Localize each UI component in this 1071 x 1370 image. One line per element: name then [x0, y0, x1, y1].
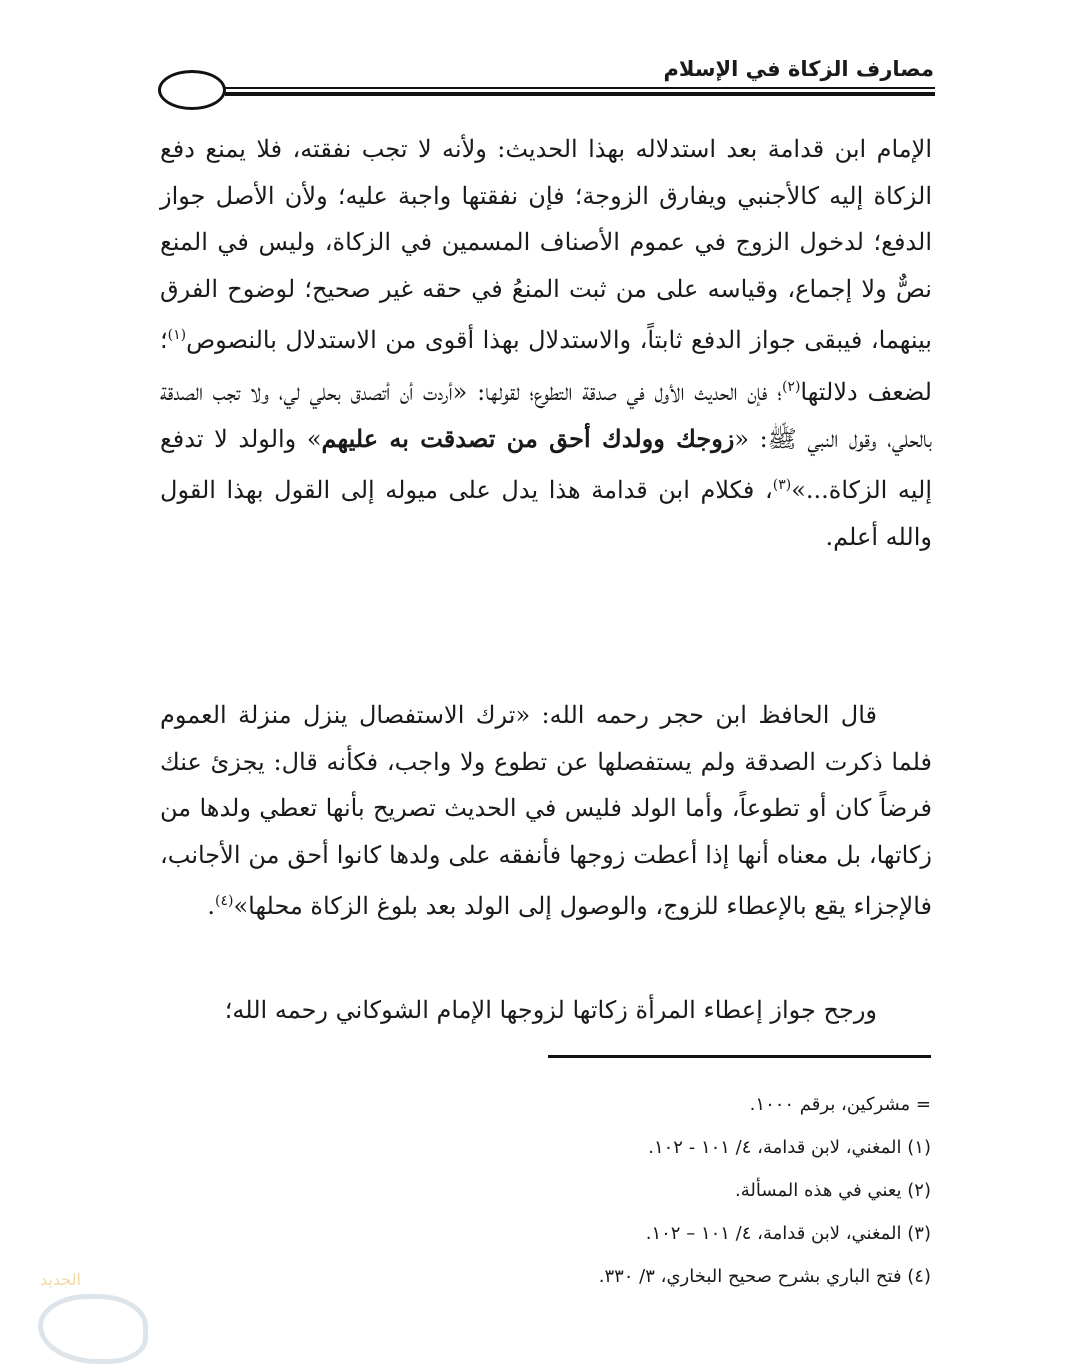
- paragraph-1-text-a: الإمام ابن قدامة بعد استدلاله بهذا الحديث: ولأنه لا تجب نفقته، فلا يمنع دفع الزكاة إليه كالأجنبي ويفارق الزوجة؛ فإن نفقتها واجبة عليه؛ ولأن الأصل جواز الدفع؛ لدخول الزوج في عموم الأصناف المسمين في الزكاة، وليس في المنع نصٌّ ولا إجماع، وقياسه على من ثبت المنعُ في حقه غير صحيح؛ لوضوح الفرق بينهما، فيبقى جواز الدفع ثابتاً، والاستدلال بهذا أقوى من الاستدلال بالنصوص: [160, 135, 932, 355]
- paragraph-2-text: قال الحافظ ابن حجر رحمه الله: «ترك الاستفصال ينزل منزلة العموم فلما ذكرت الصدقة ولم يستفصلها عن تطوع ولا واجب، فكأنه قال: يجزئ عنك فرضاً كان أو تطوعاً، وأما الولد فليس في الحديث تصريح بأنها تعطي ولدها من زكاتها، بل معناه أنها إذا أعطت زوجها فأنفقه على ولدها كانوا أحق من الأجانب، فالإجزاء يقع بالإعطاء للزوج، والوصول إلى الولد بعد بلوغ الزكاة محلها»: [160, 701, 932, 921]
- paragraph-1-text-c: ؛ فإن الحديث الأول في صدقة التطوع؛ لقولها: «أردت أن أتصدق بحلي لي، ولا تجب الصدقة بالحلي، وقول النبي ﷺ: «: [160, 377, 932, 453]
- footnote-ref-3: (٣): [772, 477, 792, 494]
- watermark-logo: [30, 1270, 160, 1370]
- paragraph-3-text: ورجح جواز إعطاء المرأة زكاتها لزوجها الإمام الشوكاني رحمه الله؛: [224, 996, 877, 1024]
- footnote-3: (٣) المغني، لابن قدامة، ٤/ ١٠١ – ١٠٢.: [645, 1223, 931, 1244]
- paragraph-2-end: .: [207, 892, 215, 921]
- paragraph-1: [160, 126, 932, 560]
- running-header-title: مصارف الزكاة في الإسلام: [663, 57, 934, 81]
- header-rule-thick: [225, 92, 935, 96]
- paragraph-3: [160, 987, 932, 1034]
- paragraph-2: [160, 692, 932, 930]
- footnote-4: (٤) فتح الباري بشرح صحيح البخاري، ٣/ ٣٣٠.: [598, 1266, 931, 1287]
- footnote-ref-2: (٢): [781, 378, 801, 395]
- footnote-2: (٢) يعني في هذه المسألة.: [734, 1180, 931, 1201]
- paragraph-1-text-e: ، فكلام ابن قدامة هذا يدل على ميوله إلى القول بهذا القول والله أعلم.: [160, 476, 932, 551]
- footnote-separator: [548, 1055, 931, 1058]
- hadith-quote-bold: زوجك وولدك أحق من تصدقت به عليهم: [321, 423, 735, 453]
- footnote-continuation: = مشركين، برقم ١٠٠٠.: [749, 1094, 931, 1115]
- footnote-1: (١) المغني، لابن قدامة، ٤/ ١٠١ - ١٠٢.: [648, 1137, 931, 1158]
- header-rule-thin: [225, 87, 935, 89]
- paragraph-1-text-d: » والولد لا تدفع إليه الزكاة...»: [160, 424, 933, 505]
- footnote-ref-4: (٤): [214, 893, 234, 910]
- page-number-oval: [158, 70, 226, 110]
- footnote-ref-1: (١): [167, 327, 187, 344]
- footnotes: [599, 1090, 931, 1305]
- watermark-swirl-icon: [38, 1294, 148, 1364]
- watermark-text: الجديد: [40, 1270, 81, 1289]
- paragraph-1-text-b: ؛ لضعف دلالتها: [160, 326, 932, 406]
